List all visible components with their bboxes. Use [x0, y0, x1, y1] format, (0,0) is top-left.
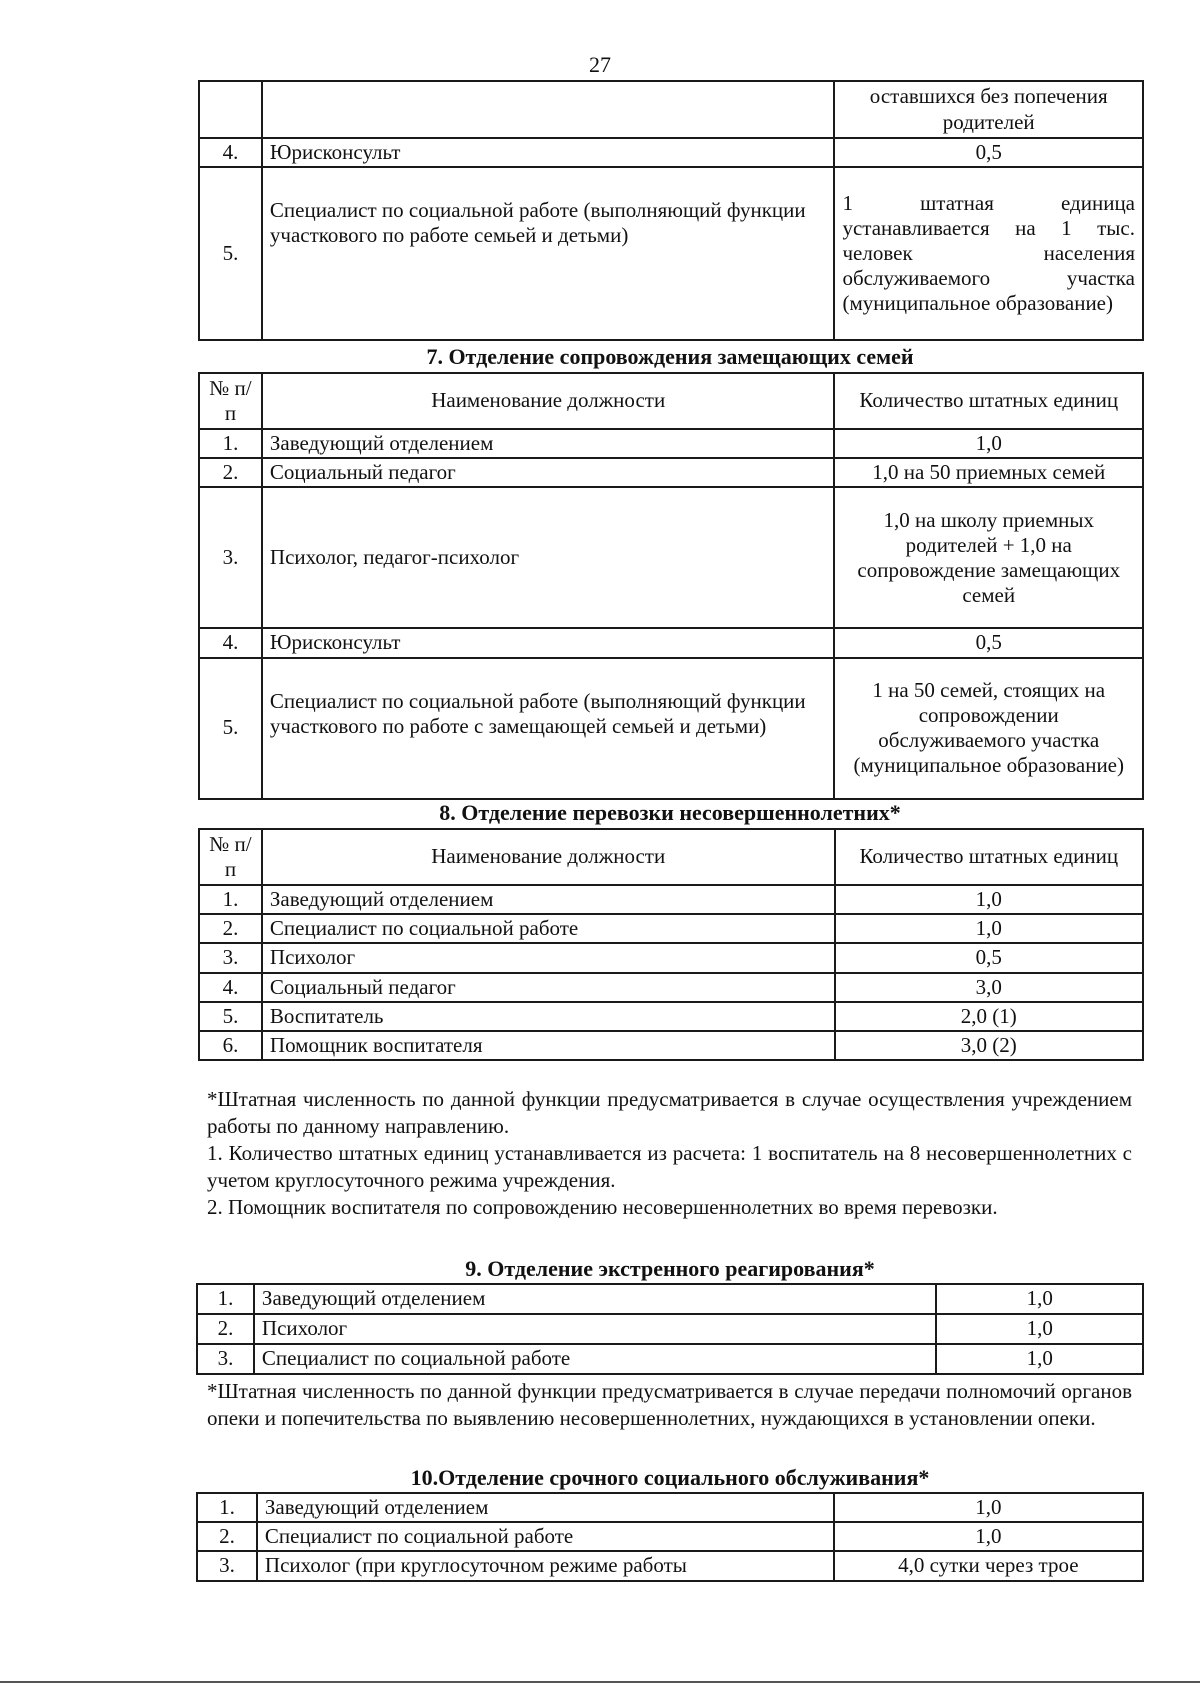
cell-qty: 1,0	[936, 1314, 1143, 1344]
cell-name: Специалист по социальной работе	[254, 1344, 937, 1374]
cell-num: 5.	[199, 1002, 262, 1031]
cell-num: 1.	[197, 1284, 254, 1314]
section-10-title: 10.Отделение срочного социального обслуживания*	[410, 1465, 930, 1490]
note-line: 2. Помощник воспитателя по сопровождению несовершеннолетних во время перевозки.	[207, 1194, 998, 1219]
cell-name: Специалист по социальной работе	[262, 914, 835, 943]
cell-qty: 0,5	[834, 628, 1143, 657]
table-row	[199, 628, 1143, 657]
header-num: № п/п	[199, 829, 262, 885]
cell-qty: 1,0 на школу приемных родителей + 1,0 на сопровождение замещающих семей	[834, 487, 1143, 628]
cell-qty: 1,0	[936, 1344, 1143, 1374]
table-header-row	[199, 373, 1143, 429]
table-section-8	[198, 828, 1144, 1061]
table-continuation	[198, 80, 1144, 341]
cell-num: 3.	[199, 943, 262, 972]
table-row	[197, 1344, 1143, 1374]
cell-qty: 1,0 на 50 приемных семей	[834, 458, 1143, 487]
cell-num: 5.	[199, 658, 262, 799]
cell-name: Психолог, педагог-психолог	[262, 487, 835, 628]
cell-num: 3.	[197, 1344, 254, 1374]
cell-num: 4.	[199, 628, 262, 657]
cell-name: Социальный педагог	[262, 973, 835, 1002]
section-8-title: 8. Отделение перевозки несовершеннолетних*	[439, 800, 901, 825]
cell-name: Специалист по социальной работе (выполняющий функции участкового по работе с замещающей семьей и детьми)	[262, 658, 835, 799]
cell-name: Юрисконсульт	[262, 628, 835, 657]
table-row	[199, 458, 1143, 487]
cell-name: Юрисконсульт	[262, 138, 835, 167]
cell-name: Помощник воспитателя	[262, 1031, 835, 1060]
page-number: 27	[589, 52, 611, 77]
note-line: *Штатная численность по данной функции предусматривается в случае передачи полномочий органов опеки и попечительства по выявлению несовершеннолетних, нуждающихся в установлении опеки.	[207, 1379, 1132, 1430]
table-row	[199, 138, 1143, 167]
table-row	[199, 81, 1143, 138]
header-qty: Количество штатных единиц	[835, 829, 1143, 885]
cell-name: Заведующий отделением	[257, 1493, 834, 1522]
cell-num: 5.	[199, 167, 262, 340]
cell-qty: 0,5	[834, 138, 1143, 167]
section-9-note	[207, 1378, 1132, 1432]
cell-qty: 1,0	[834, 1493, 1143, 1522]
cell-num: 4.	[199, 973, 262, 1002]
cell-name: Специалист по социальной работе	[257, 1522, 834, 1551]
table-row	[199, 167, 1143, 340]
table-row	[199, 1031, 1143, 1060]
cell-name: Специалист по социальной работе (выполняющий функции участкового по работе семьей и детьми)	[262, 167, 835, 340]
section-9-title: 9. Отделение экстренного реагирования*	[465, 1256, 875, 1281]
section-8-notes	[207, 1086, 1132, 1220]
cell-qty: 1,0	[835, 914, 1143, 943]
cell-num: 1.	[199, 885, 262, 914]
table-section-9	[196, 1283, 1144, 1375]
section-7-title: 7. Отделение сопровождения замещающих семей	[426, 344, 914, 369]
table-row	[199, 1002, 1143, 1031]
cell-qty: 4,0 сутки через трое	[834, 1551, 1143, 1580]
cell-qty: 3,0 (2)	[835, 1031, 1143, 1060]
cell-num	[199, 81, 262, 138]
scan-bottom-edge	[0, 1681, 1200, 1683]
header-name: Наименование должности	[262, 829, 835, 885]
cell-name: Заведующий отделением	[262, 885, 835, 914]
table-row	[199, 914, 1143, 943]
header-name: Наименование должности	[262, 373, 835, 429]
cell-qty: 3,0	[835, 973, 1143, 1002]
cell-name: Психолог (при круглосуточном режиме работы	[257, 1551, 834, 1580]
table-row	[199, 885, 1143, 914]
cell-name: Психолог	[254, 1314, 937, 1344]
cell-qty: 2,0 (1)	[835, 1002, 1143, 1031]
table-header-row	[199, 829, 1143, 885]
table-row	[199, 943, 1143, 972]
cell-name	[262, 81, 835, 138]
cell-qty: оставшихся без попечения родителей	[834, 81, 1143, 138]
cell-name: Социальный педагог	[262, 458, 835, 487]
cell-num: 2.	[197, 1522, 257, 1551]
header-num: № п/п	[199, 373, 262, 429]
cell-num: 6.	[199, 1031, 262, 1060]
cell-num: 2.	[197, 1314, 254, 1344]
cell-num: 3.	[199, 487, 262, 628]
cell-name: Заведующий отделением	[254, 1284, 937, 1314]
cell-qty: 1,0	[834, 1522, 1143, 1551]
cell-qty: 0,5	[835, 943, 1143, 972]
cell-qty: 1,0	[834, 429, 1143, 458]
table-row	[199, 429, 1143, 458]
cell-qty: 1,0	[936, 1284, 1143, 1314]
header-qty: Количество штатных единиц	[834, 373, 1143, 429]
cell-num: 1.	[197, 1493, 257, 1522]
table-section-7	[198, 372, 1144, 800]
cell-qty: 1,0	[835, 885, 1143, 914]
cell-qty: 1 на 50 семей, стоящих на сопровождении обслуживаемого участка (муниципальное образование)	[834, 658, 1143, 799]
cell-num: 4.	[199, 138, 262, 167]
note-line: *Штатная численность по данной функции предусматривается в случае осуществления учреждением работы по данному направлению.	[207, 1087, 1132, 1138]
cell-num: 1.	[199, 429, 262, 458]
table-row	[197, 1284, 1143, 1314]
cell-num: 2.	[199, 914, 262, 943]
table-row	[199, 487, 1143, 628]
cell-num: 2.	[199, 458, 262, 487]
cell-name: Психолог	[262, 943, 835, 972]
table-row	[197, 1522, 1143, 1551]
cell-name: Заведующий отделением	[262, 429, 835, 458]
table-row	[197, 1314, 1143, 1344]
table-row	[199, 658, 1143, 799]
cell-qty: 1 штатная единица устанавливается на 1 тыс. человек населения обслуживаемого участка (муниципальное образование)	[834, 167, 1143, 340]
table-section-10	[196, 1492, 1144, 1582]
table-row	[197, 1551, 1143, 1580]
cell-name: Воспитатель	[262, 1002, 835, 1031]
note-line: 1. Количество штатных единиц устанавливается из расчета: 1 воспитатель на 8 несовершеннолетних с учетом круглосуточного режима учреждения.	[207, 1140, 1132, 1192]
table-row	[199, 973, 1143, 1002]
cell-num: 3.	[197, 1551, 257, 1580]
table-row	[197, 1493, 1143, 1522]
